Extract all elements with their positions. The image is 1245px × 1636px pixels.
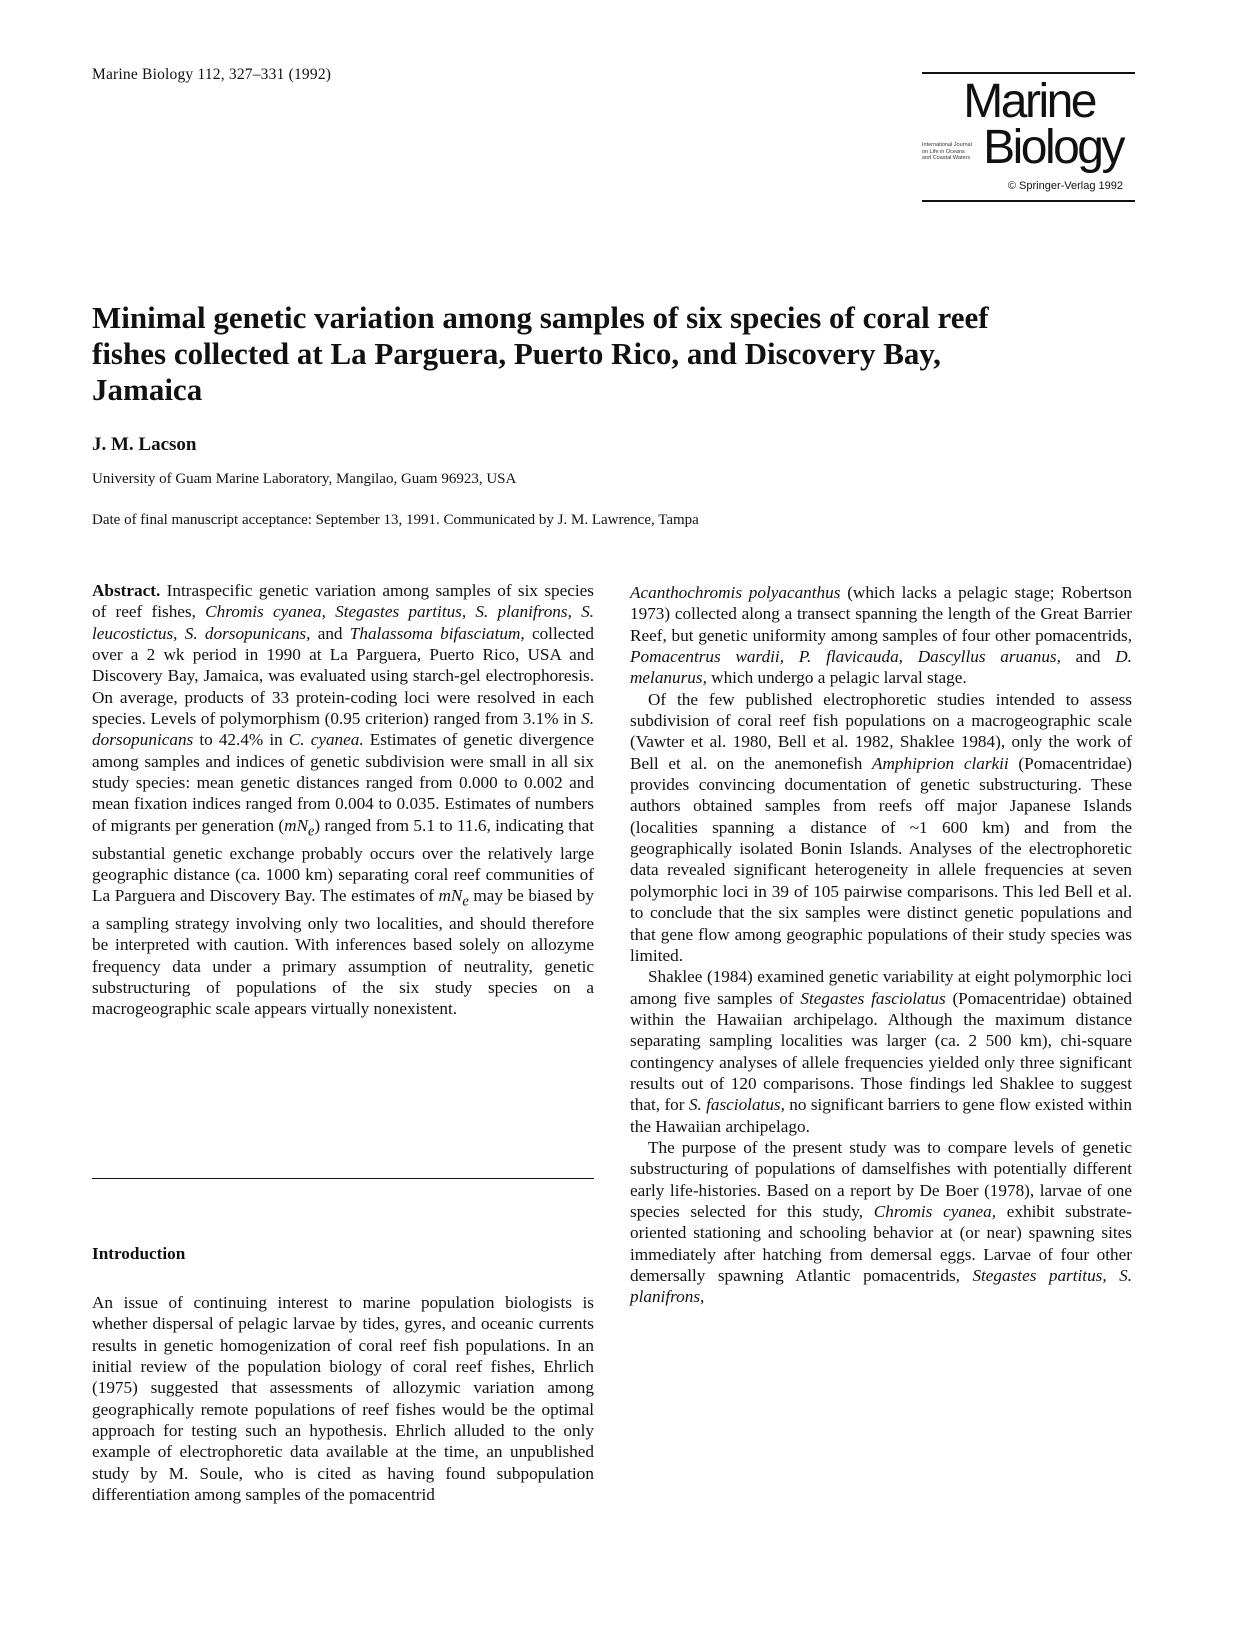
- body-text: exhibit substrate-oriented stationing and schooling behavior at (or near) spawning sites immediately after hatching from demersal eggs. Larvae of four other demersally spawning Atlantic pomacentrids,: [630, 1201, 1133, 1285]
- introduction-right-column: [630, 582, 1132, 1308]
- body-text: Shaklee (1984) examined genetic variability at eight polymorphic loci among five samples of: [630, 967, 1132, 1008]
- body-paragraph: [630, 1137, 1132, 1308]
- symbol-subscript: e: [308, 823, 315, 840]
- body-text: no significant barriers to gene flow existed within the Hawaiian archipelago.: [630, 1095, 1133, 1136]
- abstract-text: to 42.4% in: [193, 730, 289, 750]
- species-name: S. dorsopunicans: [92, 709, 594, 750]
- abstract-divider: [92, 1178, 594, 1179]
- abstract-text: Estimates of genetic divergence among samples and indices of genetic subdivision were small in all six study species: mean genetic distances ranged from 0.000 to 0.002 and mean fixation indices ranged from 0.004 to 0.035. Estimates of numbers of migrants per generation (: [92, 730, 594, 835]
- logo-bottom-rule: [922, 200, 1135, 202]
- abstract-text: Intraspecific genetic variation among samples of six species of reef fishes,: [92, 581, 594, 622]
- species-name: Chromis cyanea,: [873, 1201, 997, 1221]
- logo-marine: Marine: [963, 75, 1095, 128]
- logo-copyright: © Springer-Verlag 1992: [1007, 180, 1123, 192]
- abstract-label: Abstract.: [92, 581, 161, 600]
- species-name: C. cyanea.: [288, 730, 364, 750]
- body-text: (Pomacentridae) provides convincing documentation of genetic substructuring. These authors obtained samples from reefs off major Japanese Islands (localities spanning a distance of ~1 600 km) and from the geographically isolated Bonin Islands. Analyses of the electrophoretic data revealed significant heterogeneity in allele frequencies at seven polymorphic loci in 39 of 105 pairwise comparisons. This led Bell et al. to conclude that the six samples were distinct genetic populations and that gene flow among geographic populations of their study species was limited.: [630, 753, 1132, 965]
- body-text: The purpose of the present study was to compare levels of genetic substructuring of populations of damselfishes with potentially different early life-histories. Based on a report by De Boer (1978), larvae of one species selected for this study,: [630, 1137, 1132, 1221]
- body-paragraph: [630, 966, 1132, 1137]
- body-paragraph: [92, 1292, 594, 1505]
- body-paragraph: [630, 689, 1132, 966]
- species-name: Thalassoma bifasciatum,: [349, 623, 525, 643]
- abstract-text: ) ranged from 5.1 to 11.6, indicating that substantial genetic exchange probably occurs over the relatively large geographic distance (ca. 1000 km) separating coral reef communities of La Parguera and Discovery Bay. The estimates of: [92, 815, 594, 906]
- logo-top-rule: [922, 72, 1135, 74]
- body-text: which undergo a pelagic larval stage.: [706, 668, 967, 688]
- abstract-text: and: [310, 623, 350, 643]
- species-name: Amphiprion clarkii: [872, 753, 1009, 773]
- species-name: Acanthochromis polyacanthus: [630, 583, 841, 602]
- symbol-mne: mN: [438, 886, 463, 906]
- species-name: Pomacentrus wardii, P. flavicauda, Dascyllus aruanus,: [630, 647, 1061, 667]
- species-name: Stegastes fasciolatus: [800, 988, 946, 1008]
- section-heading-introduction: Introduction: [92, 1244, 186, 1263]
- affiliation: University of Guam Marine Laboratory, Mangilao, Guam 96923, USA: [92, 471, 517, 487]
- body-text: and: [1060, 647, 1116, 667]
- abstract-text: may be biased by a sampling strategy involving only two localities, and should therefore be interpreted with caution. With inferences based solely on allozyme frequency data under a primary assumption of neutrality, genetic substructuring of populations of the six study species on a macrogeographic scale appears virtually nonexistent.: [92, 886, 594, 1019]
- abstract-paragraph: [92, 580, 594, 1020]
- body-text: (Pomacentridae) obtained within the Hawaiian archipelago. Although the maximum distance separating sampling localities was larger (ca. 2 500 km), chi-square contingency analyses of allele frequencies yielded only three significant results out of 120 comparisons. Those findings led Shaklee to suggest that, for: [630, 988, 1132, 1115]
- species-name: S. fasciolatus,: [688, 1095, 785, 1115]
- species-name: Chromis cyanea, Stegastes partitus, S. planifrons, S. leucostictus, S. dorsopunicans,: [92, 602, 595, 643]
- author: J. M. Lacson: [92, 434, 197, 455]
- species-name: Stegastes partitus, S. planifrons,: [630, 1266, 1132, 1307]
- body-text: Of the few published electrophoretic studies intended to assess subdivision of coral reef fish populations on a macrogeographic scale (Vawter et al. 1980, Bell et al. 1982, Shaklee 1984), only the work of Bell et al. on the anemonefish: [630, 689, 1132, 773]
- body-text: (which lacks a pelagic stage; Robertson 1973) collected along a transect spanning the length of the Great Barrier Reef, but genetic uniformity among samples of four other pomacentrids,: [630, 583, 1132, 645]
- symbol-mne: mN: [284, 815, 309, 835]
- logo-tagline: International Journal on Life in Oceans and Coastal Waters: [922, 142, 972, 161]
- article-title: Minimal genetic variation among samples of six species of coral reef fishes collected at La Parguera, Puerto Rico, and Discovery Bay, Jamaica: [92, 300, 989, 407]
- abstract-text: collected over a 2 wk period in 1990 at La Parguera, Puerto Rico, USA and Discovery Bay, Jamaica, was evaluated using starch-gel electrophoresis. On average, products of 33 protein-coding loci were resolved in each species. Levels of polymorphism (0.95 criterion) ranged from 3.1% in: [92, 623, 594, 729]
- manuscript-dates: Date of final manuscript acceptance: September 13, 1991. Communicated by J. M. Lawrence, Tampa: [92, 512, 699, 528]
- introduction-left-column: [92, 1292, 594, 1505]
- journal-logo: [922, 72, 1135, 208]
- journal-reference: Marine Biology 112, 327–331 (1992): [92, 66, 332, 83]
- species-name: D. melanurus,: [630, 647, 1132, 688]
- logo-biology: Biology: [983, 121, 1123, 174]
- symbol-subscript: e: [462, 893, 469, 910]
- body-text: An issue of continuing interest to marine population biologists is whether dispersal of pelagic larvae by tides, gyres, and oceanic currents results in genetic homogenization of coral reef fish populations. In an initial review of the population biology of coral reef fishes, Ehrlich (1975) suggested that assessments of allozymic variation among geographically remote populations of reef fishes would be the optimal approach for testing such an hypothesis. Ehrlich alluded to the only example of electrophoretic data available at the time, an unpublished study by M. Soule, who is cited as having found subpopulation differentiation among samples of the pomacentrid: [92, 1293, 594, 1505]
- body-paragraph: [630, 582, 1132, 689]
- abstract: [92, 580, 594, 1020]
